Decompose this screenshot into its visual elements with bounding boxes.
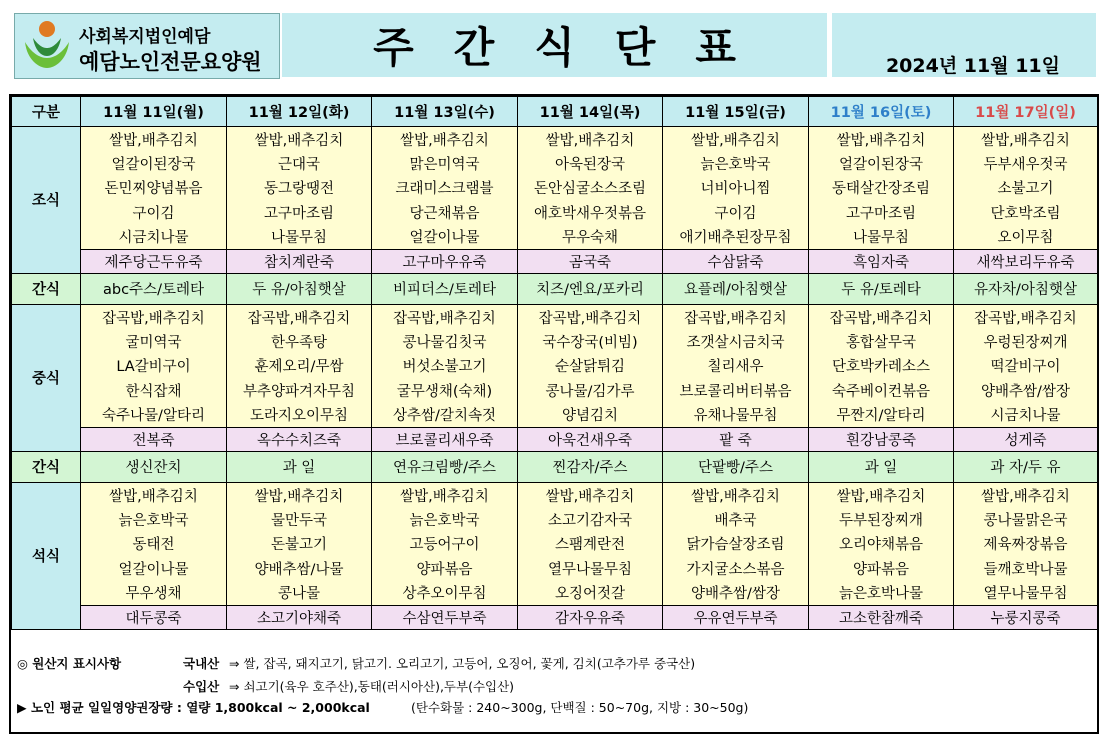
menu-item: 유채나물무침 <box>663 403 809 428</box>
menu-item: 쌀밥,배추김치 <box>518 482 663 507</box>
lunch-porridge-row <box>12 427 1098 451</box>
menu-item: 당근채볶음 <box>372 200 518 224</box>
lunch-label: 중식 <box>12 304 81 451</box>
menu-item: 오징어젓갈 <box>518 580 663 605</box>
menu-item: 소불고기 <box>954 176 1098 200</box>
organization-name-line2: 예담노인전문요양원 <box>79 50 262 74</box>
menu-item: 떡갈비구이 <box>954 354 1098 378</box>
menu-item: 굴무생채(숙채) <box>372 378 518 402</box>
menu-item: 한우족탕 <box>227 329 372 353</box>
porridge-item: 제주당근두유죽 <box>81 249 227 273</box>
import-label: 수입산 <box>183 679 220 694</box>
porridge-item: 옥수수치즈죽 <box>227 427 372 451</box>
porridge-item: 우유연두부죽 <box>663 605 809 629</box>
nutrition-lead: ▶ 노인 평균 일일영양권장량 : 열량 1,800kcal ~ 2,000kcal <box>17 700 370 715</box>
menu-item: 시금치나물 <box>954 403 1098 428</box>
porridge-item: 새싹보리두유죽 <box>954 249 1098 273</box>
menu-item: 잡곡밥,배추김치 <box>372 304 518 329</box>
dinner-porridge-row <box>12 605 1098 629</box>
menu-item: 오이무침 <box>954 225 1098 250</box>
menu-item: 부추양파겨자무침 <box>227 378 372 402</box>
snack-item: 두 유/토레타 <box>809 273 954 304</box>
menu-item: 물만두국 <box>227 507 372 531</box>
menu-item: 순살닭튀김 <box>518 354 663 378</box>
lunch-dish-row <box>12 304 1098 329</box>
menu-item: 배추국 <box>663 507 809 531</box>
day-header: 11월 16일(토) <box>809 97 954 127</box>
menu-item: 오리야채볶음 <box>809 532 954 556</box>
breakfast-dish-row <box>12 151 1098 175</box>
import-items: ⇒ 쇠고기(육우 호주산),동태(러시아산),두부(수입산) <box>229 679 515 694</box>
menu-item: 훈제오리/무쌈 <box>227 354 372 378</box>
dinner-dish-row <box>12 507 1098 531</box>
menu-item: 고등어구이 <box>372 532 518 556</box>
menu-item: 콩나물김칫국 <box>372 329 518 353</box>
menu-item: 콩나물맑은국 <box>954 507 1098 531</box>
organization-logo-box <box>14 13 280 79</box>
porridge-item: 흰강남콩죽 <box>809 427 954 451</box>
menu-item: 양배추쌈/나물 <box>227 556 372 580</box>
breakfast-porridge-row <box>12 249 1098 273</box>
menu-date: 2024년 11월 11일 <box>885 55 1060 77</box>
porridge-item: 소고기야채죽 <box>227 605 372 629</box>
menu-item: 잡곡밥,배추김치 <box>518 304 663 329</box>
menu-item: 제육짜장볶음 <box>954 532 1098 556</box>
dinner-dish-row <box>12 482 1098 507</box>
snack-item: 생신잔치 <box>81 451 227 482</box>
menu-item: 쌀밥,배추김치 <box>809 482 954 507</box>
lunch-dish-row <box>12 329 1098 353</box>
porridge-item: 수삼닭죽 <box>663 249 809 273</box>
menu-item: 들깨호박나물 <box>954 556 1098 580</box>
menu-item: 소고기감자국 <box>518 507 663 531</box>
menu-item: 스팸계란전 <box>518 532 663 556</box>
day-header: 11월 11일(월) <box>81 97 227 127</box>
menu-item: 늙은호박국 <box>663 151 809 175</box>
lunch-dish-row <box>12 403 1098 428</box>
menu-item: 나물무침 <box>227 225 372 250</box>
snack-item: 비피더스/토레타 <box>372 273 518 304</box>
menu-item: 쌀밥,배추김치 <box>954 127 1098 152</box>
menu-item: 동그랑땡전 <box>227 176 372 200</box>
menu-item: 아욱된장국 <box>518 151 663 175</box>
porridge-item: 흑임자죽 <box>809 249 954 273</box>
menu-item: 쌀밥,배추김치 <box>372 482 518 507</box>
snack-item: 과 일 <box>809 451 954 482</box>
header <box>0 0 1109 88</box>
title-box <box>282 13 827 77</box>
page-title: 주간식단표 <box>373 23 776 72</box>
snack-item: 두 유/아침햇살 <box>227 273 372 304</box>
day-header: 11월 17일(일) <box>954 97 1098 127</box>
menu-item: 우렁된장찌개 <box>954 329 1098 353</box>
menu-item: 양념김치 <box>518 403 663 428</box>
menu-item: 늙은호박나물 <box>809 580 954 605</box>
snack-item: 요플레/아침햇살 <box>663 273 809 304</box>
menu-item: 잡곡밥,배추김치 <box>227 304 372 329</box>
porridge-item: 수삼연두부죽 <box>372 605 518 629</box>
menu-item: 동태전 <box>81 532 227 556</box>
domestic-items: ⇒ 쌀, 잡곡, 돼지고기, 닭고기. 오리고기, 고등어, 오징어, 꽃게, 김치(고추가루 중국산) <box>229 656 696 671</box>
porridge-item: 누룽지콩죽 <box>954 605 1098 629</box>
menu-item: 두부새우젓국 <box>954 151 1098 175</box>
menu-item: 구이김 <box>663 200 809 224</box>
day-header-row <box>12 97 1098 127</box>
menu-item: 양배추쌈/쌈장 <box>663 580 809 605</box>
menu-item: 숙주나물/알타리 <box>81 403 227 428</box>
menu-item: 동태살간장조림 <box>809 176 954 200</box>
menu-item: 얼갈이나물 <box>81 556 227 580</box>
menu-item: 열무나물무침 <box>954 580 1098 605</box>
morning-snack-label: 간식 <box>12 273 81 304</box>
menu-item: 쌀밥,배추김치 <box>809 127 954 152</box>
menu-item: 쌀밥,배추김치 <box>81 482 227 507</box>
snack-item: 유자차/아침햇살 <box>954 273 1098 304</box>
menu-item: 국수장국(비빔) <box>518 329 663 353</box>
dinner-dish-row <box>12 580 1098 605</box>
menu-item: 잡곡밥,배추김치 <box>663 304 809 329</box>
menu-item: 쌀밥,배추김치 <box>663 482 809 507</box>
menu-item: 두부된장찌개 <box>809 507 954 531</box>
menu-item: 홍합살무국 <box>809 329 954 353</box>
snack-item: abc주스/토레타 <box>81 273 227 304</box>
porridge-item: 대두콩죽 <box>81 605 227 629</box>
breakfast-dish-row <box>12 176 1098 200</box>
menu-item: 무우생채 <box>81 580 227 605</box>
breakfast-dish-row <box>12 127 1098 152</box>
dinner-dish-row <box>12 532 1098 556</box>
day-header: 11월 14일(목) <box>518 97 663 127</box>
nutrition-detail: (탄수화물 : 240~300g, 단백질 : 50~70g, 지방 : 30~50g) <box>411 700 749 715</box>
menu-item: 돈민찌양념볶음 <box>81 176 227 200</box>
menu-item: LA갈비구이 <box>81 354 227 378</box>
day-header: 11월 13일(수) <box>372 97 518 127</box>
menu-item: 쌀밥,배추김치 <box>227 482 372 507</box>
menu-item: 쌀밥,배추김치 <box>518 127 663 152</box>
organization-logo-icon <box>19 18 75 74</box>
menu-item: 돈안심굴소스조림 <box>518 176 663 200</box>
menu-item: 근대국 <box>227 151 372 175</box>
menu-item: 얼갈이된장국 <box>809 151 954 175</box>
menu-item: 단호박조림 <box>954 200 1098 224</box>
day-header: 11월 12일(화) <box>227 97 372 127</box>
porridge-item: 아욱건새우죽 <box>518 427 663 451</box>
porridge-item: 참치계란죽 <box>227 249 372 273</box>
menu-item: 쌀밥,배추김치 <box>663 127 809 152</box>
notes-section <box>11 636 1097 732</box>
menu-item: 한식잡채 <box>81 378 227 402</box>
menu-item: 크래미스크램블 <box>372 176 518 200</box>
menu-item: 잡곡밥,배추김치 <box>809 304 954 329</box>
porridge-item: 팥 죽 <box>663 427 809 451</box>
menu-item: 열무나물무침 <box>518 556 663 580</box>
menu-item: 숙주베이컨볶음 <box>809 378 954 402</box>
menu-item: 콩나물 <box>227 580 372 605</box>
porridge-item: 곰국죽 <box>518 249 663 273</box>
menu-item: 얼갈이된장국 <box>81 151 227 175</box>
menu-item: 가지굴소스볶음 <box>663 556 809 580</box>
lunch-dish-row <box>12 378 1098 402</box>
menu-item: 구이김 <box>81 200 227 224</box>
menu-item: 고구마조림 <box>809 200 954 224</box>
weekly-menu-table <box>11 96 1098 630</box>
corner-label: 구분 <box>12 97 81 127</box>
origin-title: ◎ 원산지 표시사항 <box>17 656 122 671</box>
menu-item: 늙은호박국 <box>81 507 227 531</box>
menu-item: 상추쌈/갈치속젓 <box>372 403 518 428</box>
menu-item: 브로콜리버터볶음 <box>663 378 809 402</box>
porridge-item: 고구마우유죽 <box>372 249 518 273</box>
menu-item: 너비아니찜 <box>663 176 809 200</box>
menu-item: 상추오이무침 <box>372 580 518 605</box>
menu-item: 무짠지/알타리 <box>809 403 954 428</box>
breakfast-dish-row <box>12 225 1098 250</box>
menu-item: 콩나물/김가루 <box>518 378 663 402</box>
menu-item: 굴미역국 <box>81 329 227 353</box>
snack-item: 찐감자/주스 <box>518 451 663 482</box>
menu-item: 쌀밥,배추김치 <box>227 127 372 152</box>
organization-name-line1: 사회복지법인예담 <box>79 27 211 47</box>
menu-item: 조갯살시금치국 <box>663 329 809 353</box>
porridge-item: 성게죽 <box>954 427 1098 451</box>
day-header: 11월 15일(금) <box>663 97 809 127</box>
menu-item: 쌀밥,배추김치 <box>954 482 1098 507</box>
porridge-item: 브로콜리새우죽 <box>372 427 518 451</box>
dinner-label: 석식 <box>12 482 81 629</box>
menu-item: 칠리새우 <box>663 354 809 378</box>
snack-item: 과 자/두 유 <box>954 451 1098 482</box>
menu-item: 애기배추된장무침 <box>663 225 809 250</box>
porridge-item: 고소한참깨죽 <box>809 605 954 629</box>
breakfast-dish-row <box>12 200 1098 224</box>
menu-item: 돈불고기 <box>227 532 372 556</box>
menu-item: 양파볶음 <box>809 556 954 580</box>
snack-item: 연유크림빵/주스 <box>372 451 518 482</box>
menu-item: 고구마조림 <box>227 200 372 224</box>
breakfast-label: 조식 <box>12 127 81 274</box>
afternoon-snack-row <box>12 451 1098 482</box>
snack-item: 과 일 <box>227 451 372 482</box>
menu-item: 나물무침 <box>809 225 954 250</box>
porridge-item: 감자우유죽 <box>518 605 663 629</box>
menu-item: 쌀밥,배추김치 <box>372 127 518 152</box>
lunch-dish-row <box>12 354 1098 378</box>
menu-item: 도라지오이무침 <box>227 403 372 428</box>
menu-item: 시금치나물 <box>81 225 227 250</box>
menu-item: 늙은호박국 <box>372 507 518 531</box>
afternoon-snack-label: 간식 <box>12 451 81 482</box>
porridge-item: 전복죽 <box>81 427 227 451</box>
menu-item: 얼갈이나물 <box>372 225 518 250</box>
menu-item: 단호박카레소스 <box>809 354 954 378</box>
menu-item: 쌀밥,배추김치 <box>81 127 227 152</box>
menu-item: 맑은미역국 <box>372 151 518 175</box>
morning-snack-row <box>12 273 1098 304</box>
menu-item: 닭가슴살장조림 <box>663 532 809 556</box>
menu-item: 애호박새우젓볶음 <box>518 200 663 224</box>
menu-item: 잡곡밥,배추김치 <box>954 304 1098 329</box>
menu-item: 버섯소불고기 <box>372 354 518 378</box>
menu-item: 양배추쌈/쌈장 <box>954 378 1098 402</box>
menu-item: 무우숙채 <box>518 225 663 250</box>
dinner-dish-row <box>12 556 1098 580</box>
snack-item: 단팥빵/주스 <box>663 451 809 482</box>
date-box <box>832 13 1096 77</box>
domestic-label: 국내산 <box>183 656 220 671</box>
menu-item: 양파볶음 <box>372 556 518 580</box>
menu-item: 잡곡밥,배추김치 <box>81 304 227 329</box>
snack-item: 치즈/엔요/포카리 <box>518 273 663 304</box>
